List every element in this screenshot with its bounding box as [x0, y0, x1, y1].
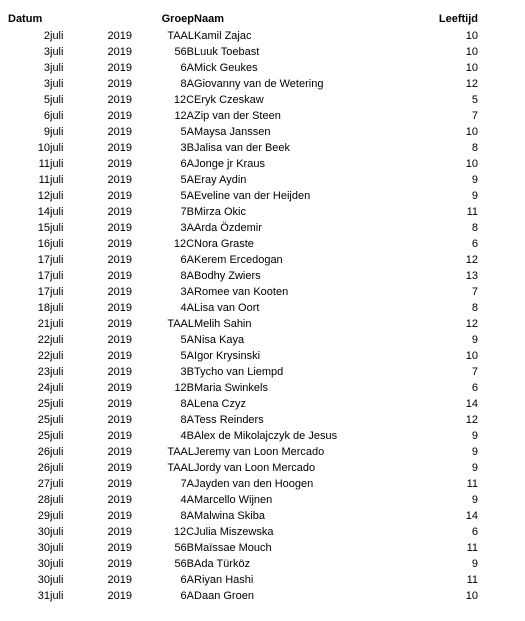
cell-day: 6: [43, 110, 50, 122]
cell-name: Eveline van der Heijden: [194, 190, 311, 202]
cell-age: 7: [471, 286, 479, 298]
cell-month: juli: [50, 62, 64, 74]
cell-year: 2019: [107, 142, 133, 154]
table-row: [8, 508, 478, 524]
cell-day: 25: [37, 430, 50, 442]
cell-name: Tycho van Liempd: [194, 366, 284, 378]
cell-year: 2019: [107, 558, 133, 570]
cell-name: Eryk Czeskaw: [194, 94, 264, 106]
table-row: [8, 492, 478, 508]
cell-year: 2019: [107, 270, 133, 282]
cell-month: juli: [50, 558, 64, 570]
cell-age: 9: [471, 462, 479, 474]
cell-year: 2019: [107, 126, 133, 138]
cell-month: juli: [50, 446, 64, 458]
cell-month: juli: [50, 414, 64, 426]
cell-month: juli: [50, 462, 64, 474]
cell-day: 25: [37, 398, 50, 410]
cell-day: 25: [37, 414, 50, 426]
cell-day: 22: [37, 334, 50, 346]
cell-day: 30: [37, 574, 50, 586]
cell-group: 12B: [174, 382, 195, 394]
cell-name: Kamil Zajac: [194, 30, 252, 42]
cell-group: 5A: [180, 350, 195, 362]
cell-age: 12: [465, 254, 479, 266]
table-row: [8, 140, 478, 156]
cell-age: 11: [466, 574, 479, 586]
table-row: [8, 268, 478, 284]
cell-month: juli: [50, 94, 64, 106]
cell-month: juli: [50, 286, 64, 298]
cell-day: 3: [43, 46, 50, 58]
cell-year: 2019: [107, 30, 133, 42]
cell-month: juli: [50, 350, 64, 362]
table-row: [8, 124, 478, 140]
cell-day: 22: [37, 350, 50, 362]
cell-year: 2019: [107, 190, 133, 202]
cell-group: 3A: [180, 286, 195, 298]
cell-age: 11: [466, 206, 479, 218]
cell-group: TAAL: [167, 30, 195, 42]
cell-month: juli: [50, 238, 64, 250]
cell-group: 4A: [180, 302, 195, 314]
cell-month: juli: [50, 398, 64, 410]
cell-group: 12C: [173, 526, 195, 538]
cell-day: 5: [43, 94, 50, 106]
cell-year: 2019: [107, 590, 133, 602]
cell-year: 2019: [107, 574, 133, 586]
cell-month: juli: [50, 318, 64, 330]
cell-name: Maysa Janssen: [194, 126, 271, 138]
cell-age: 11: [466, 478, 479, 490]
table-row: [8, 284, 478, 300]
cell-age: 10: [465, 46, 479, 58]
cell-year: 2019: [107, 110, 133, 122]
cell-month: juli: [50, 46, 64, 58]
cell-day: 30: [37, 558, 50, 570]
cell-group: 56B: [174, 542, 195, 554]
cell-group: 3B: [180, 142, 195, 154]
cell-year: 2019: [107, 206, 133, 218]
cell-month: juli: [50, 494, 64, 506]
cell-age: 6: [471, 382, 479, 394]
cell-year: 2019: [107, 78, 133, 90]
header-datum: Datum: [8, 13, 43, 25]
cell-name: Mirza Okic: [194, 206, 246, 218]
cell-day: 26: [37, 462, 50, 474]
cell-day: 31: [37, 590, 50, 602]
cell-year: 2019: [107, 478, 133, 490]
cell-year: 2019: [107, 526, 133, 538]
cell-age: 8: [471, 302, 479, 314]
table-row: [8, 316, 478, 332]
cell-day: 23: [37, 366, 50, 378]
cell-year: 2019: [107, 254, 133, 266]
cell-group: 8A: [180, 398, 195, 410]
header-naam: Naam: [194, 13, 224, 25]
cell-group: 5A: [180, 126, 195, 138]
cell-name: Jayden van den Hoogen: [194, 478, 314, 490]
cell-name: Mick Geukes: [194, 62, 258, 74]
cell-name: Marcello Wijnen: [194, 494, 273, 506]
cell-month: juli: [50, 78, 64, 90]
table-row: [8, 476, 478, 492]
cell-age: 9: [471, 334, 479, 346]
cell-year: 2019: [107, 462, 133, 474]
cell-age: 9: [471, 174, 479, 186]
table-row: [8, 188, 478, 204]
cell-year: 2019: [107, 494, 133, 506]
cell-month: juli: [50, 270, 64, 282]
table-row: [8, 348, 478, 364]
table-row: [8, 300, 478, 316]
cell-group: 12C: [173, 238, 195, 250]
cell-age: 10: [465, 590, 479, 602]
cell-group: 6A: [180, 590, 195, 602]
cell-group: TAAL: [167, 318, 195, 330]
cell-group: 8A: [180, 78, 195, 90]
cell-year: 2019: [107, 238, 133, 250]
cell-day: 17: [37, 270, 50, 282]
cell-age: 10: [465, 158, 479, 170]
cell-name: Giovanny van de Wetering: [194, 78, 324, 90]
table-row: [8, 76, 478, 92]
table-body: [8, 28, 478, 604]
cell-day: 9: [43, 126, 50, 138]
table-row: [8, 220, 478, 236]
cell-name: Maria Swinkels: [194, 382, 268, 394]
cell-month: juli: [50, 174, 64, 186]
table-row: [8, 92, 478, 108]
cell-month: juli: [50, 526, 64, 538]
cell-name: Jalisa van der Beek: [194, 142, 291, 154]
cell-day: 30: [37, 542, 50, 554]
cell-day: 10: [37, 142, 50, 154]
cell-year: 2019: [107, 174, 133, 186]
cell-month: juli: [50, 254, 64, 266]
cell-month: juli: [50, 542, 64, 554]
cell-name: Jonge jr Kraus: [194, 158, 265, 170]
table-row: [8, 332, 478, 348]
cell-year: 2019: [107, 366, 133, 378]
cell-age: 9: [471, 494, 479, 506]
cell-name: Nisa Kaya: [194, 334, 245, 346]
cell-group: 4A: [180, 494, 195, 506]
cell-year: 2019: [107, 382, 133, 394]
table-row: [8, 252, 478, 268]
cell-year: 2019: [107, 430, 133, 442]
cell-year: 2019: [107, 350, 133, 362]
cell-month: juli: [50, 142, 64, 154]
table-row: [8, 428, 478, 444]
cell-month: juli: [50, 110, 64, 122]
cell-day: 17: [37, 286, 50, 298]
table-row: [8, 172, 478, 188]
cell-name: Lisa van Oort: [194, 302, 260, 314]
cell-day: 16: [37, 238, 50, 250]
table-row: [8, 60, 478, 76]
cell-age: 10: [465, 126, 479, 138]
cell-group: 4B: [180, 430, 195, 442]
cell-day: 12: [37, 190, 50, 202]
cell-year: 2019: [107, 222, 133, 234]
cell-group: 6A: [180, 158, 195, 170]
cell-day: 3: [43, 78, 50, 90]
table-row: [8, 588, 478, 604]
cell-year: 2019: [107, 446, 133, 458]
cell-day: 21: [37, 318, 50, 330]
cell-group: 7B: [180, 206, 195, 218]
cell-day: 17: [37, 254, 50, 266]
table-row: [8, 364, 478, 380]
cell-group: 8A: [180, 414, 195, 426]
cell-month: juli: [50, 430, 64, 442]
cell-day: 14: [37, 206, 50, 218]
cell-group: 56B: [174, 558, 195, 570]
table-row: [8, 556, 478, 572]
cell-name: Tess Reinders: [194, 414, 264, 426]
cell-day: 11: [38, 174, 50, 186]
header-row: [8, 10, 478, 28]
cell-group: 56B: [174, 46, 195, 58]
table-row: [8, 236, 478, 252]
cell-year: 2019: [107, 318, 133, 330]
cell-year: 2019: [107, 414, 133, 426]
cell-group: 7A: [180, 478, 195, 490]
cell-day: 11: [38, 158, 50, 170]
cell-age: 9: [471, 558, 479, 570]
cell-month: juli: [50, 366, 64, 378]
cell-age: 12: [465, 318, 479, 330]
cell-group: TAAL: [167, 462, 195, 474]
cell-month: juli: [50, 302, 64, 314]
cell-month: juli: [50, 590, 64, 602]
header-leeftijd: Leeftijd: [438, 13, 479, 25]
cell-year: 2019: [107, 542, 133, 554]
cell-name: Igor Krysinski: [194, 350, 261, 362]
table-row: [8, 572, 478, 588]
table-row: [8, 524, 478, 540]
cell-age: 9: [471, 430, 479, 442]
cell-day: 30: [37, 526, 50, 538]
table-row: [8, 156, 478, 172]
cell-name: Zip van der Steen: [194, 110, 281, 122]
cell-day: 3: [43, 62, 50, 74]
cell-age: 12: [465, 78, 479, 90]
cell-month: juli: [50, 190, 64, 202]
cell-day: 29: [37, 510, 50, 522]
cell-age: 11: [466, 542, 479, 554]
cell-name: Daan Groen: [194, 590, 254, 602]
table-row: [8, 444, 478, 460]
cell-year: 2019: [107, 62, 133, 74]
cell-name: Riyan Hashi: [194, 574, 254, 586]
cell-age: 8: [471, 222, 479, 234]
cell-year: 2019: [107, 94, 133, 106]
cell-day: 24: [37, 382, 50, 394]
cell-group: 6A: [180, 254, 195, 266]
cell-name: Kerem Ercedogan: [194, 254, 283, 266]
cell-month: juli: [50, 382, 64, 394]
cell-year: 2019: [107, 158, 133, 170]
cell-name: Nora Graste: [194, 238, 254, 250]
cell-day: 28: [37, 494, 50, 506]
cell-age: 8: [471, 142, 479, 154]
cell-age: 14: [465, 398, 479, 410]
cell-month: juli: [50, 510, 64, 522]
cell-day: 26: [37, 446, 50, 458]
cell-name: Alex de Mikolajczyk de Jesus: [194, 430, 338, 442]
cell-year: 2019: [107, 334, 133, 346]
cell-day: 15: [37, 222, 50, 234]
cell-age: 9: [471, 190, 479, 202]
cell-age: 9: [471, 446, 479, 458]
cell-age: 14: [465, 510, 479, 522]
cell-month: juli: [50, 574, 64, 586]
cell-group: 12C: [173, 94, 195, 106]
cell-year: 2019: [107, 286, 133, 298]
cell-month: juli: [50, 158, 64, 170]
cell-age: 10: [465, 350, 479, 362]
cell-age: 12: [465, 414, 479, 426]
cell-name: Bodhy Zwiers: [194, 270, 261, 282]
table-row: [8, 460, 478, 476]
cell-year: 2019: [107, 46, 133, 58]
cell-age: 7: [471, 110, 479, 122]
cell-name: Eray Aydin: [194, 174, 247, 186]
cell-name: Malwina Skiba: [194, 510, 265, 522]
cell-age: 6: [471, 238, 479, 250]
cell-month: juli: [50, 126, 64, 138]
cell-name: Maïssae Mouch: [194, 542, 272, 554]
cell-group: 3A: [180, 222, 195, 234]
cell-name: Ada Türköz: [194, 558, 251, 570]
cell-name: Romee van Kooten: [194, 286, 289, 298]
table-row: [8, 380, 478, 396]
cell-age: 7: [471, 366, 479, 378]
table-row: [8, 28, 478, 44]
cell-group: TAAL: [167, 446, 195, 458]
cell-name: Luuk Toebast: [194, 46, 260, 58]
cell-day: 27: [37, 478, 50, 490]
cell-name: Jeremy van Loon Mercado: [194, 446, 325, 458]
cell-age: 10: [465, 30, 479, 42]
cell-group: 5A: [180, 190, 195, 202]
cell-month: juli: [50, 334, 64, 346]
cell-group: 6A: [180, 62, 195, 74]
cell-group: 6A: [180, 574, 195, 586]
cell-month: juli: [50, 478, 64, 490]
cell-name: Jordy van Loon Mercado: [194, 462, 316, 474]
cell-year: 2019: [107, 302, 133, 314]
birthday-table: [8, 10, 478, 604]
cell-group: 8A: [180, 270, 195, 282]
cell-age: 13: [465, 270, 479, 282]
table-row: [8, 108, 478, 124]
cell-age: 5: [471, 94, 479, 106]
cell-age: 10: [465, 62, 479, 74]
cell-group: 3B: [180, 366, 195, 378]
table-row: [8, 396, 478, 412]
cell-year: 2019: [107, 398, 133, 410]
cell-name: Lena Czyz: [194, 398, 246, 410]
cell-group: 5A: [180, 334, 195, 346]
cell-age: 6: [471, 526, 479, 538]
cell-month: juli: [50, 30, 64, 42]
cell-name: Melih Sahin: [194, 318, 252, 330]
cell-day: 18: [37, 302, 50, 314]
cell-group: 5A: [180, 174, 195, 186]
cell-group: 12A: [174, 110, 195, 122]
header-groep: Groep: [161, 13, 195, 25]
cell-group: 8A: [180, 510, 195, 522]
cell-year: 2019: [107, 510, 133, 522]
table-row: [8, 204, 478, 220]
cell-name: Arda Özdemir: [194, 222, 262, 234]
cell-name: Julia Miszewska: [194, 526, 274, 538]
cell-day: 2: [43, 30, 50, 42]
table-row: [8, 412, 478, 428]
cell-month: juli: [50, 206, 64, 218]
table-row: [8, 44, 478, 60]
table-row: [8, 540, 478, 556]
cell-month: juli: [50, 222, 64, 234]
